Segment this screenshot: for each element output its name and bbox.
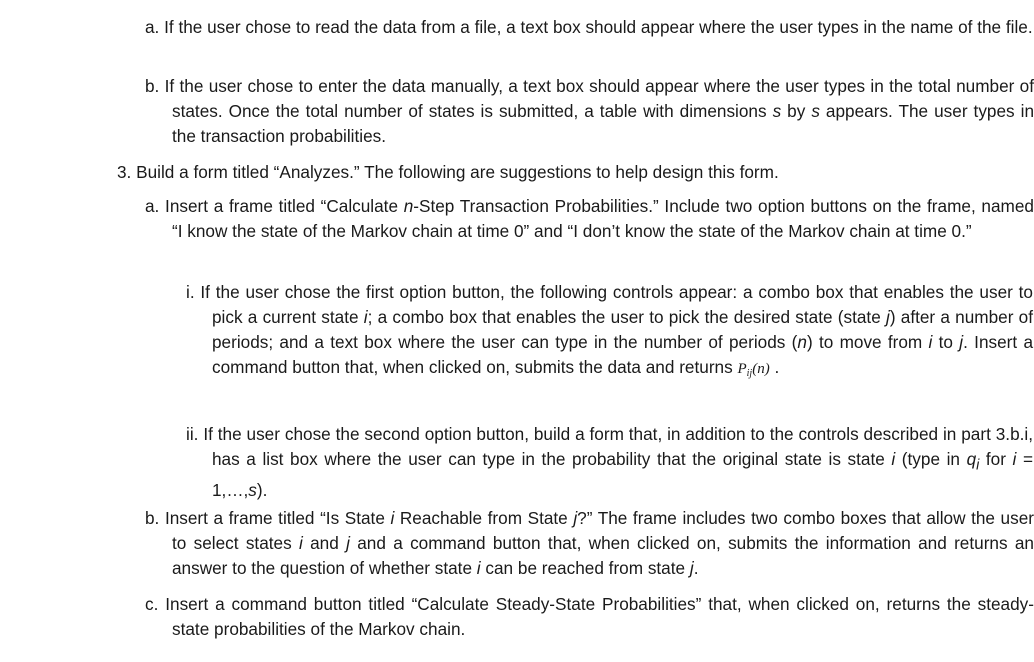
- item-text: Reachable from State: [394, 508, 574, 528]
- item-text: (type in: [895, 449, 967, 469]
- item-text: ) to move from: [806, 332, 929, 352]
- item-text: ) after a number of periods; and a text box where the user can type in the number of periods (: [212, 307, 1033, 352]
- list-item-3c: [145, 592, 1034, 642]
- var-i: i: [390, 508, 395, 528]
- var-j: j: [689, 558, 694, 578]
- item-text: to: [932, 332, 960, 352]
- item-text: and: [302, 533, 347, 553]
- var-i: i: [1012, 449, 1017, 469]
- item-text: and a command button that, when clicked on, submits the information and returns an answer to the question of whether state: [172, 533, 1034, 578]
- item-text: Insert a command button titled “Calculate Steady-State Probabilities” that, when clicked on, returns the steady-state probabilities of the Markov chain.: [165, 594, 1034, 639]
- var-j: j: [346, 533, 350, 553]
- var-s: s: [248, 480, 257, 501]
- item-text: If the user chose to enter the data manually, a text box should appear where the user types in the total number of states. Once the total number of states is submitted, a table with dimensions: [164, 76, 1034, 121]
- var-i: i: [363, 307, 368, 327]
- item-label: b.: [145, 76, 160, 96]
- var-i: i: [928, 332, 933, 352]
- var-s: s: [811, 101, 820, 121]
- var-q: q: [966, 449, 977, 469]
- item-text: Build a form titled “Analyzes.” The following are suggestions to help design this form.: [136, 162, 779, 182]
- item-label: ii.: [186, 424, 199, 444]
- list-item-3: [117, 160, 1007, 185]
- list-item-2a: [145, 15, 1034, 40]
- item-text: . Insert a command button that, when clicked on, submits the data and returns: [212, 332, 1033, 377]
- item-text: .: [769, 357, 780, 377]
- list-item-3aii: [186, 422, 1033, 503]
- var-n: n: [403, 196, 414, 216]
- math-subscript: ij: [746, 368, 753, 379]
- item-text: = 1,…,: [212, 449, 1033, 501]
- item-text: ?” The frame includes two combo boxes that allow the user to select states: [172, 508, 1034, 553]
- item-text: by: [781, 101, 812, 121]
- item-label: 3.: [117, 162, 132, 182]
- math-pij-n: [737, 361, 769, 377]
- item-text: ; a combo box that enables the user to pick the desired state (state: [367, 307, 886, 327]
- item-text: can be reached from state: [480, 558, 690, 578]
- list-item-3b: [145, 506, 1034, 581]
- var-i: i: [476, 558, 481, 578]
- list-item-3ai: [186, 280, 1033, 386]
- item-text: .: [693, 558, 699, 578]
- item-text: If the user chose to read the data from a file, a text box should appear where the user types in the name of the file.: [164, 17, 1033, 37]
- var-q-subscript: i: [976, 457, 980, 474]
- item-text: If the user chose the first option button, the following controls appear: a combo box that enables the user to pick a current state: [200, 282, 1033, 327]
- item-text: Insert a frame titled “Calculate: [165, 196, 404, 216]
- var-i: i: [299, 533, 303, 553]
- item-label: i.: [186, 282, 195, 302]
- item-text: Insert a frame titled “Is State: [164, 508, 391, 528]
- math-symbol: P: [737, 361, 747, 377]
- var-j: j: [573, 508, 578, 528]
- item-text: If the user chose the second option button, build a form that, in addition to the controls described in part 3.b.i, has a list box where the user can type in the probability that the original state is state: [203, 424, 1033, 469]
- var-j: j: [959, 332, 964, 352]
- item-text: appears. The user types in the transaction probabilities.: [172, 101, 1034, 146]
- item-label: a.: [145, 17, 160, 37]
- math-argument: (n): [752, 361, 770, 377]
- item-text: ).: [256, 480, 268, 501]
- item-text: -Step Transaction Probabilities.” Include two option buttons on the frame, named “I know the state of the Markov chain at time 0” and “I don’t know the state of the Markov chain at time 0.”: [172, 196, 1034, 241]
- item-label: a.: [145, 196, 160, 216]
- item-label: b.: [145, 508, 160, 528]
- list-item-2b: [145, 74, 1034, 149]
- var-j: j: [885, 307, 890, 327]
- var-i: i: [891, 449, 896, 469]
- list-item-3a: [145, 194, 1034, 244]
- item-label: c.: [145, 594, 159, 614]
- var-s: s: [772, 101, 782, 121]
- var-n: n: [797, 332, 807, 352]
- item-text: for: [979, 449, 1013, 469]
